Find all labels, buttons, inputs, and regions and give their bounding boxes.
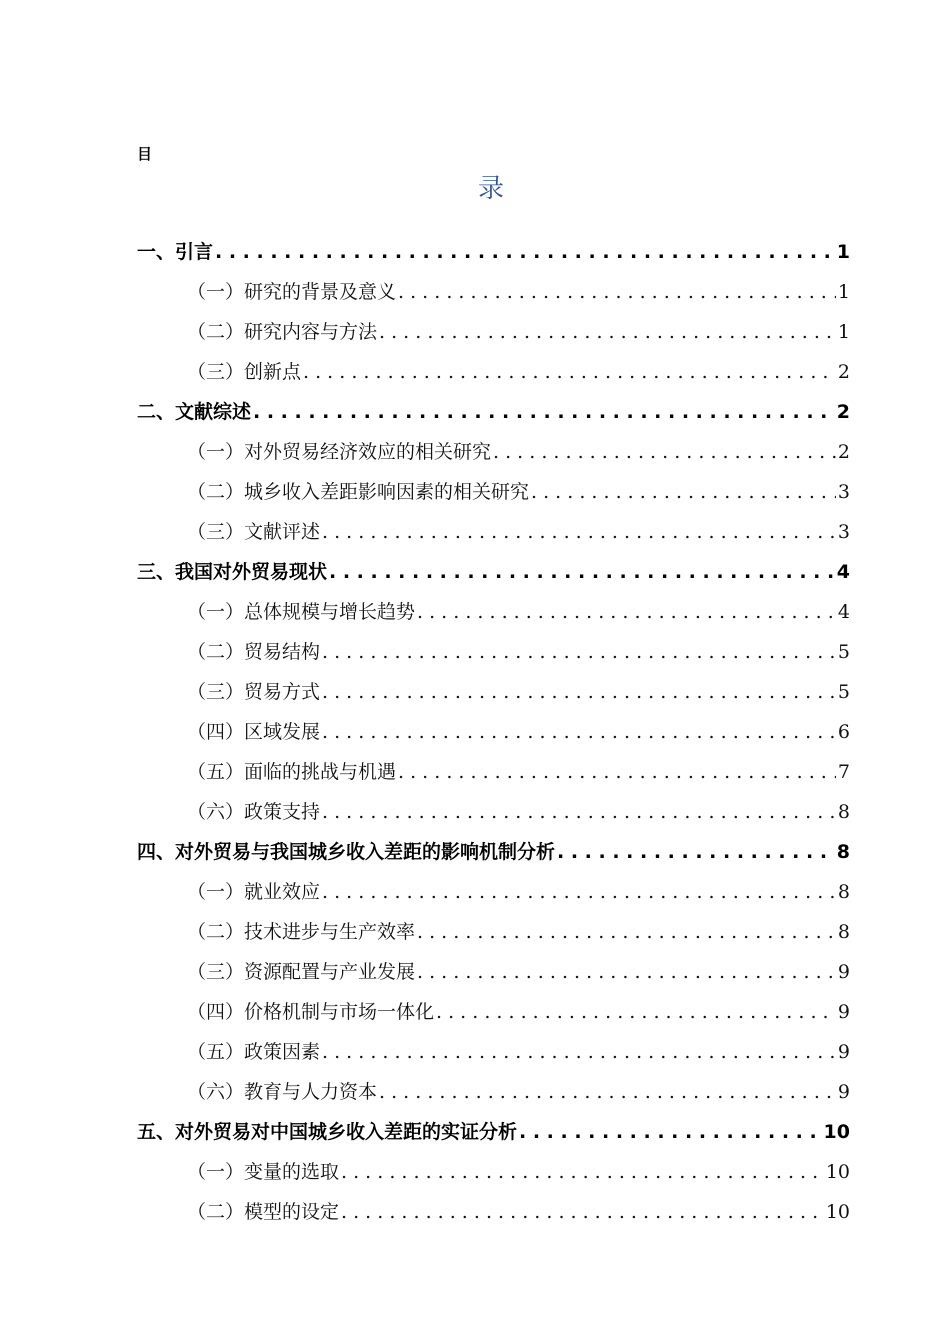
toc-entry-page-number: 3 — [837, 481, 850, 503]
toc-section-entry[interactable] — [137, 512, 850, 552]
toc-dot-leader — [341, 1192, 824, 1232]
toc-heading-part1: 目 — [137, 145, 153, 163]
table-of-contents — [137, 232, 850, 1232]
toc-entry-page-number: 9 — [837, 961, 850, 983]
toc-section-entry[interactable] — [137, 872, 850, 912]
toc-entry-page-number: 6 — [837, 721, 850, 743]
toc-section-entry[interactable] — [137, 352, 850, 392]
toc-dot-leader — [398, 272, 836, 312]
toc-dot-leader — [417, 912, 836, 952]
toc-entry-page-number: 8 — [836, 841, 850, 863]
toc-chapter-entry[interactable] — [137, 1112, 850, 1152]
toc-dot-leader — [329, 552, 835, 592]
toc-entry-page-number: 8 — [837, 801, 850, 823]
toc-entry-title: （一）总体规模与增长趋势 — [187, 601, 416, 623]
toc-dot-leader — [322, 712, 836, 752]
toc-entry-title: （一）对外贸易经济效应的相关研究 — [187, 441, 492, 463]
toc-section-entry[interactable] — [137, 1032, 850, 1072]
toc-section-entry[interactable] — [137, 952, 850, 992]
toc-entry-title: 二、文献综述 — [137, 401, 252, 423]
toc-entry-page-number: 10 — [825, 1201, 850, 1223]
toc-dot-leader — [557, 832, 835, 872]
toc-entry-page-number: 3 — [837, 521, 850, 543]
toc-dot-leader — [531, 472, 836, 512]
toc-dot-leader — [322, 872, 836, 912]
toc-entry-page-number: 2 — [836, 401, 850, 423]
toc-entry-page-number: 8 — [837, 921, 850, 943]
toc-entry-page-number: 10 — [825, 1161, 850, 1183]
toc-dot-leader — [322, 672, 836, 712]
toc-dot-leader — [322, 632, 836, 672]
toc-chapter-entry[interactable] — [137, 232, 850, 272]
toc-entry-title: （六）政策支持 — [187, 801, 321, 823]
toc-section-entry[interactable] — [137, 992, 850, 1032]
toc-entry-title: （四）价格机制与市场一体化 — [187, 1001, 435, 1023]
toc-dot-leader — [493, 432, 836, 472]
toc-chapter-entry[interactable] — [137, 832, 850, 872]
toc-entry-page-number: 4 — [836, 561, 850, 583]
toc-dot-leader — [341, 1152, 824, 1192]
toc-dot-leader — [215, 232, 835, 272]
toc-entry-title: （二）研究内容与方法 — [187, 321, 378, 343]
toc-entry-page-number: 9 — [837, 1041, 850, 1063]
toc-entry-page-number: 5 — [837, 641, 850, 663]
toc-entry-title: （三）资源配置与产业发展 — [187, 961, 416, 983]
toc-section-entry[interactable] — [137, 272, 850, 312]
toc-dot-leader — [417, 592, 836, 632]
toc-section-entry[interactable] — [137, 712, 850, 752]
toc-dot-leader — [379, 312, 836, 352]
toc-section-entry[interactable] — [137, 592, 850, 632]
toc-section-entry[interactable] — [137, 1072, 850, 1112]
toc-entry-title: 四、对外贸易与我国城乡收入差距的影响机制分析 — [137, 841, 556, 863]
toc-dot-leader — [519, 1112, 822, 1152]
toc-section-entry[interactable] — [137, 912, 850, 952]
toc-dot-leader — [322, 792, 836, 832]
toc-section-entry[interactable] — [137, 632, 850, 672]
toc-entry-page-number: 2 — [837, 441, 850, 463]
toc-entry-title: （二）模型的设定 — [187, 1201, 340, 1223]
toc-entry-title: （二）城乡收入差距影响因素的相关研究 — [187, 481, 530, 503]
toc-section-entry[interactable] — [137, 752, 850, 792]
toc-section-entry[interactable] — [137, 792, 850, 832]
toc-entry-title: （六）教育与人力资本 — [187, 1081, 378, 1103]
toc-section-entry[interactable] — [137, 672, 850, 712]
toc-section-entry[interactable] — [137, 432, 850, 472]
toc-entry-title: （三）贸易方式 — [187, 681, 321, 703]
toc-entry-title: （三）文献评述 — [187, 521, 321, 543]
toc-entry-page-number: 1 — [837, 321, 850, 343]
toc-entry-title: （三）创新点 — [187, 361, 302, 383]
toc-entry-page-number: 5 — [837, 681, 850, 703]
toc-entry-page-number: 7 — [837, 761, 850, 783]
toc-chapter-entry[interactable] — [137, 392, 850, 432]
toc-section-entry[interactable] — [137, 312, 850, 352]
toc-entry-page-number: 9 — [837, 1001, 850, 1023]
toc-entry-title: （五）政策因素 — [187, 1041, 321, 1063]
toc-dot-leader — [417, 952, 836, 992]
toc-entry-title: （二）贸易结构 — [187, 641, 321, 663]
toc-entry-title: （一）就业效应 — [187, 881, 321, 903]
toc-entry-page-number: 8 — [837, 881, 850, 903]
toc-dot-leader — [322, 1032, 836, 1072]
toc-entry-page-number: 4 — [837, 601, 850, 623]
toc-entry-page-number: 1 — [837, 281, 850, 303]
toc-dot-leader — [379, 1072, 836, 1112]
toc-chapter-entry[interactable] — [137, 552, 850, 592]
toc-section-entry[interactable] — [137, 1192, 850, 1232]
toc-dot-leader — [303, 352, 836, 392]
toc-dot-leader — [322, 512, 836, 552]
toc-entry-title: 一、引言 — [137, 241, 214, 263]
toc-entry-page-number: 1 — [836, 241, 850, 263]
toc-entry-title: （一）变量的选取 — [187, 1161, 340, 1183]
toc-section-entry[interactable] — [137, 1152, 850, 1192]
toc-entry-title: （一）研究的背景及意义 — [187, 281, 397, 303]
toc-entry-title: （四）区域发展 — [187, 721, 321, 743]
toc-entry-title: （五）面临的挑战与机遇 — [187, 761, 397, 783]
toc-dot-leader — [436, 992, 836, 1032]
toc-entry-page-number: 10 — [823, 1121, 850, 1143]
toc-entry-title: 五、对外贸易对中国城乡收入差距的实证分析 — [137, 1121, 518, 1143]
toc-section-entry[interactable] — [137, 472, 850, 512]
toc-dot-leader — [398, 752, 836, 792]
toc-entry-page-number: 2 — [837, 361, 850, 383]
toc-entry-page-number: 9 — [837, 1081, 850, 1103]
toc-heading-part2: 录 — [478, 174, 505, 204]
toc-entry-title: （二）技术进步与生产效率 — [187, 921, 416, 943]
toc-entry-title: 三、我国对外贸易现状 — [137, 561, 328, 583]
toc-dot-leader — [253, 392, 835, 432]
